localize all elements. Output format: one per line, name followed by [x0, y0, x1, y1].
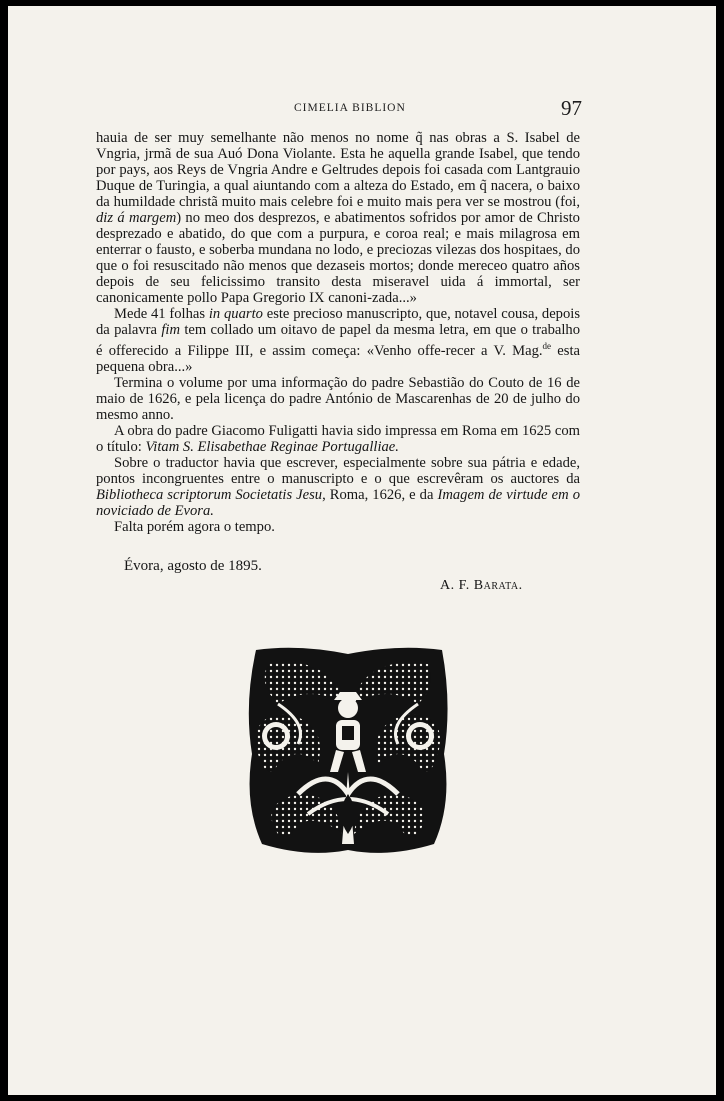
running-head: CIMELIA BIBLION: [294, 102, 406, 114]
paragraph-falta: Falta porém agora o tempo.: [114, 518, 275, 535]
body-text: [96, 130, 580, 535]
page-header: [104, 96, 582, 120]
paragraph-description: Mede 41 folhas in quarto este precioso manuscripto, que, notavel cousa, depois da palavra fim tem collado um oitavo de papel da mesma letra, em que o trabalho é offerecido a Filippe III, e assim começa: «Venho offe-recer a V. Mag.$^{de}$ esta pequena obra...»: [96, 306, 580, 375]
signature: A. F. Barata.: [440, 578, 523, 593]
paragraph-quote: hauia de ser muy semelhante não menos no nome q̃ nas obras a S. Isabel de Vngria, jrmã de sua Auó Dona Violante. Esta he aquella grande Isabel, que tendo por pays, aos Reys de Vngria Andre e Geltrudes depois foi casada com Lantgrauio Duque de Turingia, a qual aiuntando com a alteza do Estado, em q̃ nacera, o baixo da humildade christã muito mais celebre foi e muito mais pera ver se mostrou (foi, diz á margem) no meo dos desprezos, e abatimentos sofridos por amor de Christo desprezado e abatido, do que com a purpura, e coroa real; e mais milagrosa em enterrar o fausto, e soberba mundana no lodo, e preciozas vilezas dos hospitaes, do que o foi resuscitado não menos que dezaseis mortos; donde mereceo quatro años depois de seu felicissimo transito desta miseravel uida á immortal, ser canonicamente pollo Papa Gregorio IX canoni-zada...»: [96, 130, 580, 306]
page-number: 97: [561, 96, 582, 120]
paragraph-traductor: Sobre o traductor havia que escrever, especialmente sobre sua pátria e edade, pontos incongruentes entre o manuscripto e o que escrevêram os auctores da Bibliotheca scriptorum Societatis Jesu, Roma, 1626, e da Imagem de virtude em o noviciado de Evora.: [96, 454, 580, 519]
paragraph-fuligatti: A obra do padre Giacomo Fuligatti havia sido impressa em Roma em 1625 com o título: Vitam S. Elisabethae Reginae Portugalliae.: [96, 422, 580, 455]
paragraph-termina: Termina o volume por uma informação do padre Sebastião do Couto de 16 de maio de 1626, e pela licença do padre António de Mascarenhas de 20 de julho do mesmo anno.: [96, 374, 580, 423]
margin-note: diz á margem: [96, 210, 177, 226]
floral-woodcut-icon: [238, 644, 458, 866]
document-page: [8, 6, 716, 1095]
closing-date: Évora, agosto de 1895.: [124, 558, 262, 574]
